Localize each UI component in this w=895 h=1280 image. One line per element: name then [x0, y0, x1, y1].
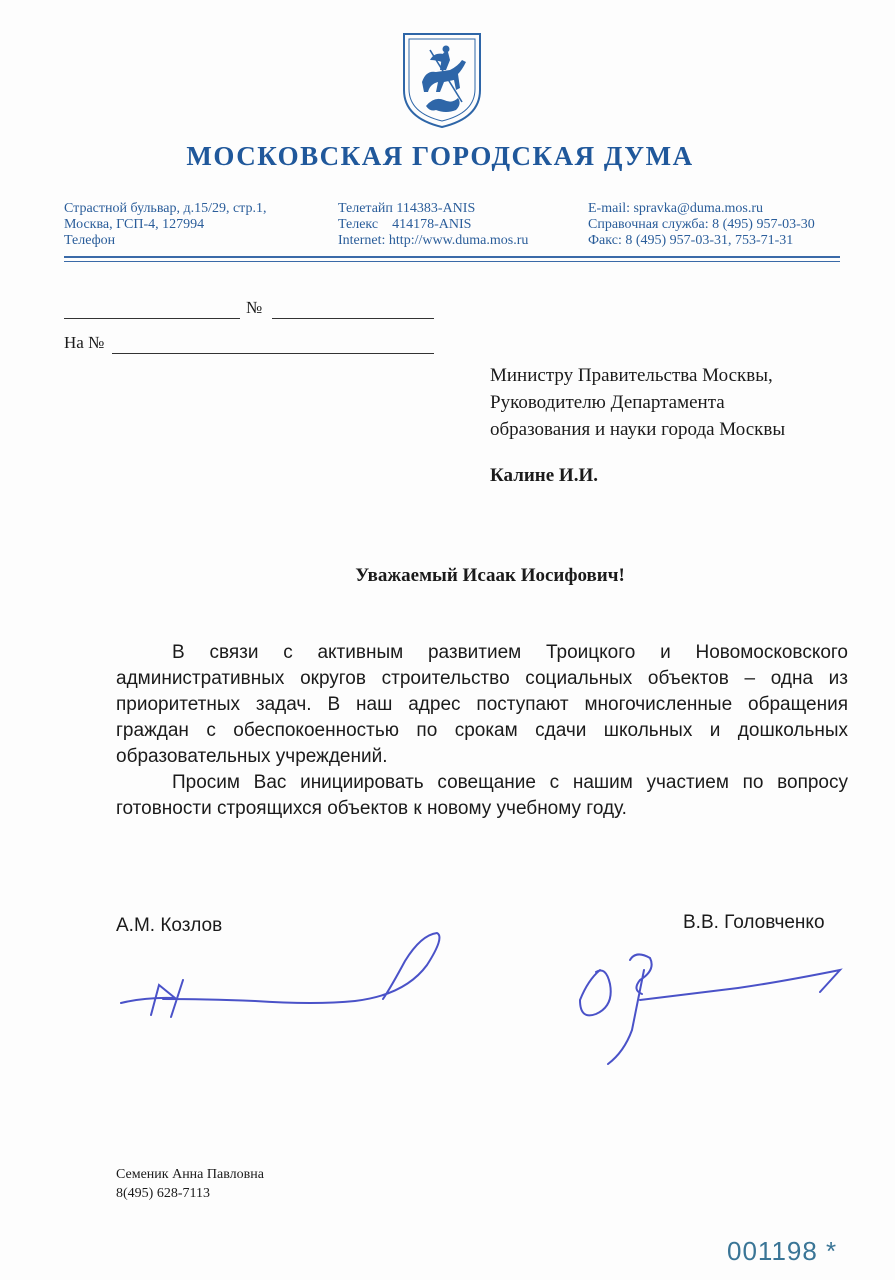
telecom-line: Телетайп 114383-ANIS — [338, 201, 476, 216]
registration-number: 001198 * — [727, 1236, 838, 1266]
salutation: Уважаемый Исаак Иосифович! — [355, 565, 625, 586]
letterhead-telecom — [338, 201, 528, 249]
signature-right — [570, 940, 845, 1070]
addressee-line: Руководителю Департамента — [490, 392, 725, 413]
outgoing-number-field — [272, 318, 434, 319]
telecom-line: Телекс 414178-ANIS — [338, 217, 472, 232]
address-line: Телефон — [64, 233, 116, 248]
telecom-line: Internet: http://www.duma.mos.ru — [338, 233, 529, 248]
addressee-block — [490, 362, 785, 443]
address-line: Москва, ГСП-4, 127994 — [64, 217, 205, 232]
header-divider — [64, 256, 840, 258]
number-label: № — [246, 298, 263, 317]
in-reply-label: На № — [64, 333, 105, 352]
moscow-coat-of-arms-icon — [400, 30, 484, 130]
signatory-left-name: А.М. Козлов — [116, 915, 223, 936]
body-paragraph: Просим Вас инициировать совещание с нашим участием по вопросу готовности строящихся объектов к новому учебному году. — [116, 772, 848, 819]
executor-name: Семеник Анна Павловна — [116, 1167, 264, 1182]
outgoing-date-field — [64, 318, 240, 319]
in-reply-number-field — [112, 353, 434, 354]
organization-title: МОСКОВСКАЯ ГОРОДСКАЯ ДУМА — [186, 141, 694, 171]
addressee-line: Министру Правительства Москвы, — [490, 365, 773, 386]
recipient-name: Калине И.И. — [490, 465, 598, 486]
address-line: Страстной бульвар, д.15/29, стр.1, — [64, 201, 267, 216]
signature-left — [115, 925, 470, 1025]
addressee-line: образования и науки города Москвы — [490, 419, 786, 440]
contact-line: Справочная служба: 8 (495) 957-03-30 — [588, 217, 815, 232]
body-paragraph: В связи с активным развитием Троицкого и Новомосковского административных округов строительство социальных объектов – одна из приоритетных задач. В наш адрес поступают многочисленные обращения граждан с обеспокоенностью по срокам сдачи школьных и дошкольных образовательных учреждений. — [116, 642, 848, 767]
contact-line: Факс: 8 (495) 957-03-31, 753-71-31 — [588, 233, 794, 248]
executor-info — [116, 1165, 264, 1203]
contact-line: E-mail: spravka@duma.mos.ru — [588, 201, 764, 216]
signatory-right-name: В.В. Головченко — [683, 912, 825, 933]
header-divider — [64, 261, 840, 262]
executor-phone: 8(495) 628-7113 — [116, 1186, 210, 1201]
letterhead-address — [64, 201, 266, 249]
letter-body — [116, 640, 848, 822]
letterhead-contacts — [588, 201, 815, 249]
